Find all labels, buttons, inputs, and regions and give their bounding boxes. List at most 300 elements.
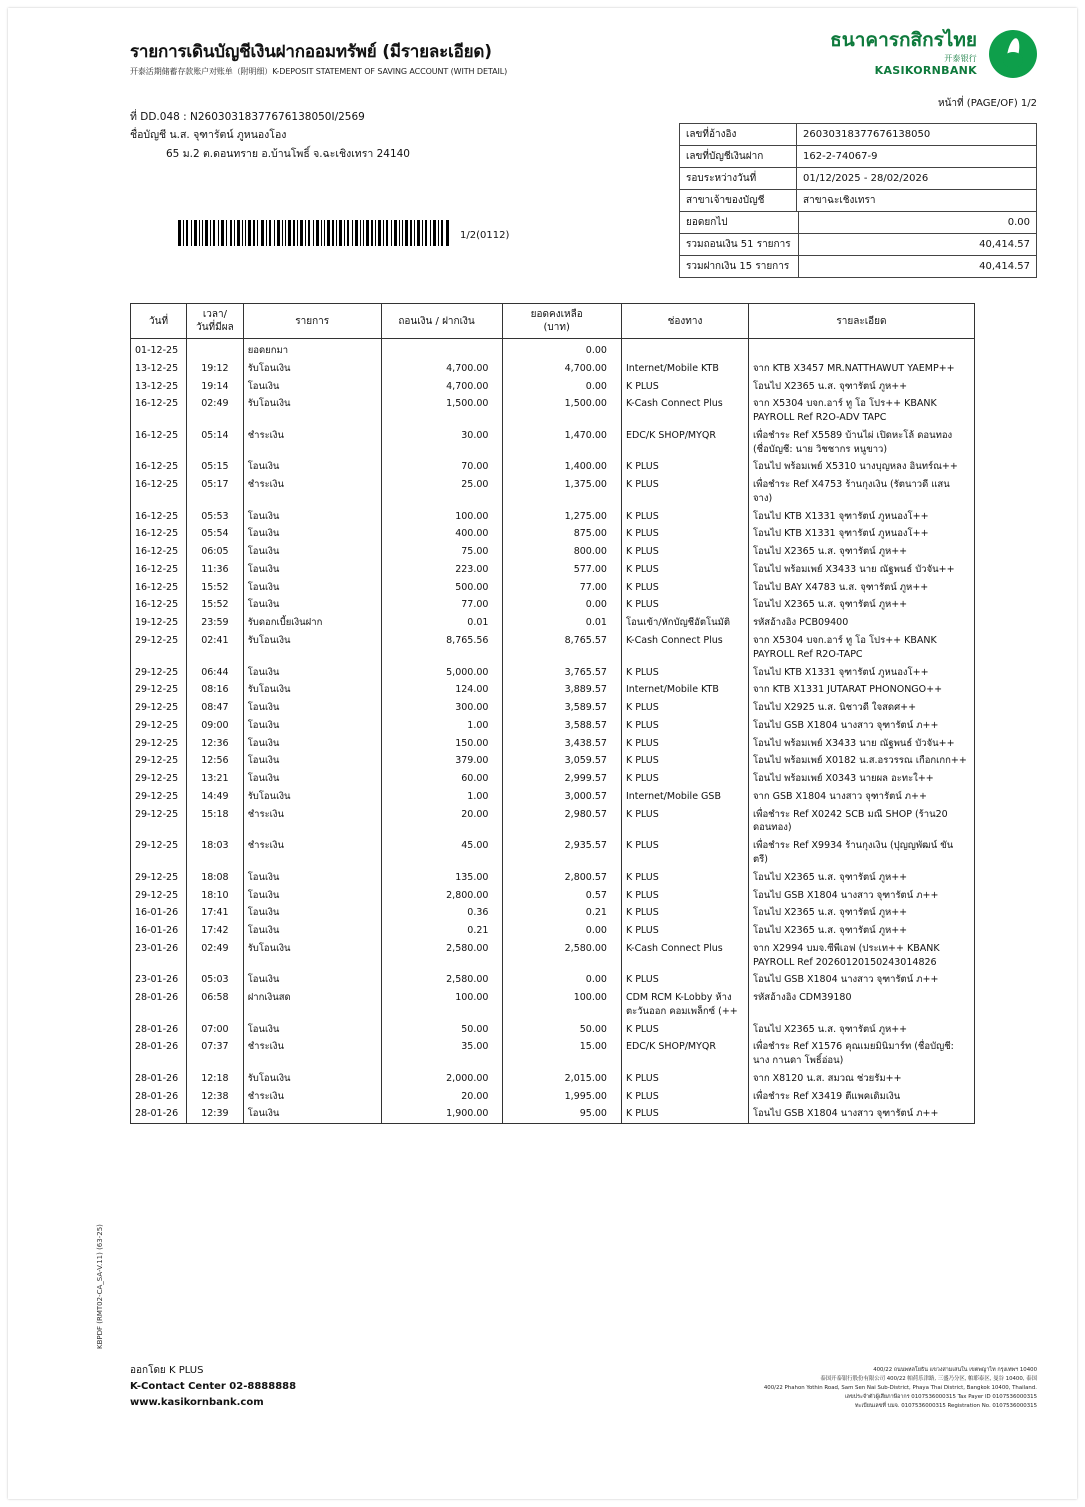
cell-balance: 3,889.57: [503, 681, 622, 699]
cell-amount: 0.21: [381, 922, 503, 940]
cell-date: 16-12-25: [131, 561, 187, 579]
cell-desc: โอนเงิน: [243, 561, 381, 579]
cell-balance: 3,000.57: [503, 788, 622, 806]
cell-date: 16-12-25: [131, 427, 187, 459]
cell-amount: 8,765.56: [381, 632, 503, 664]
cell-desc: รับโอนเงิน: [243, 395, 381, 427]
cell-desc: ยอดยกมา: [243, 339, 381, 360]
cell-desc: โอนเงิน: [243, 458, 381, 476]
cell-balance: 0.57: [503, 887, 622, 905]
cell-desc: โอนเงิน: [243, 752, 381, 770]
cell-time: 15:52: [187, 579, 244, 597]
cell-desc: โอนเงิน: [243, 378, 381, 396]
table-row: [131, 1021, 975, 1039]
cell-detail: โอนไป พร้อมเพย์ X0343 นายผล อะทะใ++: [748, 770, 974, 788]
cell-balance: 0.00: [503, 378, 622, 396]
cell-amount: 25.00: [381, 476, 503, 508]
cell-channel: K PLUS: [621, 1021, 748, 1039]
cell-amount: 0.36: [381, 904, 503, 922]
cell-balance: 0.00: [503, 971, 622, 989]
cell-time: 18:08: [187, 869, 244, 887]
cell-amount: 150.00: [381, 735, 503, 753]
table-row: [131, 837, 975, 869]
cell-desc: โอนเงิน: [243, 699, 381, 717]
table-row: [131, 458, 975, 476]
cell-time: 08:47: [187, 699, 244, 717]
cell-amount: 100.00: [381, 508, 503, 526]
cell-time: 08:16: [187, 681, 244, 699]
cell-amount: 379.00: [381, 752, 503, 770]
cell-date: 29-12-25: [131, 887, 187, 905]
cell-desc: โอนเงิน: [243, 904, 381, 922]
cell-channel: Internet/Mobile GSB: [621, 788, 748, 806]
cell-balance: 577.00: [503, 561, 622, 579]
cell-detail: จาก X8120 น.ส. สมวณ ช่วยรัม++: [748, 1070, 974, 1088]
info-row: [680, 124, 1037, 146]
cell-balance: 2,015.00: [503, 1070, 622, 1088]
cell-time: 07:00: [187, 1021, 244, 1039]
cell-desc: โอนเงิน: [243, 579, 381, 597]
cell-channel: K PLUS: [621, 922, 748, 940]
cell-balance: 2,935.57: [503, 837, 622, 869]
cell-balance: 1,470.00: [503, 427, 622, 459]
table-row: [131, 806, 975, 838]
cell-date: 28-01-26: [131, 1070, 187, 1088]
cell-time: 11:36: [187, 561, 244, 579]
cell-channel: K PLUS: [621, 543, 748, 561]
account-name: ชื่อบัญชี น.ส. จุฑารัตน์ ภูหนองโอง: [130, 129, 287, 142]
cell-detail: โอนไป พร้อมเพย์ X3433 นาย ณัฐพนธ์ บัวจัน++: [748, 735, 974, 753]
cell-detail: จาก X5304 บจก.อาร์ ทู โอ โปร++ KBANK PAYROLL Ref R2O-ADV TAPC: [748, 395, 974, 427]
cell-time: 13:21: [187, 770, 244, 788]
col-time: [187, 304, 244, 339]
table-row: [131, 971, 975, 989]
cell-desc: โอนเงิน: [243, 1021, 381, 1039]
cell-channel: K PLUS: [621, 525, 748, 543]
cell-date: 29-12-25: [131, 869, 187, 887]
cell-amount: 4,700.00: [381, 378, 503, 396]
cell-detail: โอนไป GSB X1804 นางสาว จุฑารัตน์ ภ++: [748, 971, 974, 989]
cell-time: 15:52: [187, 596, 244, 614]
cell-detail: จาก KTB X1331 JUTARAT PHONONGO++: [748, 681, 974, 699]
cell-detail: โอนไป X2365 น.ส. จุฑารัตน์ ภูห++: [748, 904, 974, 922]
table-row: [131, 664, 975, 682]
page-indicator: หน้าที่ (PAGE/OF) 1/2: [937, 98, 1037, 109]
cell-channel: K PLUS: [621, 752, 748, 770]
website-link[interactable]: www.kasikornbank.com: [130, 1397, 264, 1408]
cell-balance: 3,438.57: [503, 735, 622, 753]
cell-detail: เพื่อชำระ Ref X9934 ร้านกุงเงิน (ปุญญพัฒน์ ขัน ตรี): [748, 837, 974, 869]
cell-balance: 4,700.00: [503, 360, 622, 378]
info-value: 26030318377676138050: [797, 124, 1037, 146]
col-amount: ถอนเงิน / ฝากเงิน: [381, 304, 503, 339]
cell-channel: K PLUS: [621, 869, 748, 887]
cell-channel: K PLUS: [621, 904, 748, 922]
cell-date: 23-01-26: [131, 971, 187, 989]
cell-detail: โอนไป X2365 น.ส. จุฑารัตน์ ภูห++: [748, 1021, 974, 1039]
summary-label: ยอดยกไป: [680, 212, 799, 234]
cell-date: 29-12-25: [131, 735, 187, 753]
legal-address-th: 400/22 ถนนพหลโยธิน แขวงสามเสนใน เขตพญาไท กรุงเทพฯ 10400: [873, 1367, 1037, 1374]
cell-date: 28-01-26: [131, 989, 187, 1021]
cell-amount: 124.00: [381, 681, 503, 699]
cell-date: 29-12-25: [131, 788, 187, 806]
legal-address-en: 400/22 Phahon Yothin Road, Sam Sen Nai Sub-District, Phaya Thai District, Bangkok 10400, Thailand.: [763, 1385, 1037, 1392]
cell-date: 16-12-25: [131, 579, 187, 597]
cell-channel: K PLUS: [621, 770, 748, 788]
info-value: 01/12/2025 - 28/02/2026: [797, 168, 1037, 190]
info-label: เลขที่อ้างอิง: [680, 124, 797, 146]
cell-time: 19:12: [187, 360, 244, 378]
table-row: [131, 543, 975, 561]
form-code: KBPDF (RMT02-CA_SA-V.11) (63-25): [96, 1224, 104, 1349]
cell-desc: โอนเงิน: [243, 922, 381, 940]
cell-desc: ชำระเงิน: [243, 837, 381, 869]
cell-detail: โอนไป GSB X1804 นางสาว จุฑารัตน์ ภ++: [748, 717, 974, 735]
cell-balance: 3,765.57: [503, 664, 622, 682]
cell-time: 12:39: [187, 1105, 244, 1123]
cell-time: 05:14: [187, 427, 244, 459]
cell-channel: โอนเข้า/หักบัญชีอัตโนมัติ: [621, 614, 748, 632]
col-detail: รายละเอียด: [748, 304, 974, 339]
footer-legal: [747, 1366, 1037, 1411]
cell-date: 28-01-26: [131, 1038, 187, 1070]
cell-amount: 223.00: [381, 561, 503, 579]
cell-date: 23-01-26: [131, 940, 187, 972]
cell-channel: K PLUS: [621, 596, 748, 614]
cell-detail: จาก X5304 บจก.อาร์ ทู โอ โปร++ KBANK PAYROLL Ref R2O-TAPC: [748, 632, 974, 664]
cell-time: 06:44: [187, 664, 244, 682]
info-row: [680, 190, 1037, 212]
cell-balance: 77.00: [503, 579, 622, 597]
bank-name-cn: 开泰银行: [944, 53, 977, 63]
cell-balance: 2,980.57: [503, 806, 622, 838]
cell-time: 02:49: [187, 395, 244, 427]
cell-detail: โอนไป GSB X1804 นางสาว จุฑารัตน์ ภ++: [748, 887, 974, 905]
cell-desc: รับโอนเงิน: [243, 788, 381, 806]
account-info-table: [679, 123, 1037, 278]
cell-balance: 3,059.57: [503, 752, 622, 770]
cell-date: 16-12-25: [131, 395, 187, 427]
cell-balance: 95.00: [503, 1105, 622, 1123]
cell-date: 13-12-25: [131, 360, 187, 378]
cell-detail: โอนไป X2365 น.ส. จุฑารัตน์ ภูห++: [748, 543, 974, 561]
summary-value: 40,414.57: [799, 234, 1037, 256]
cell-time: 02:41: [187, 632, 244, 664]
cell-desc: รับโอนเงิน: [243, 360, 381, 378]
cell-desc: โอนเงิน: [243, 735, 381, 753]
cell-amount: 1,900.00: [381, 1105, 503, 1123]
table-row: [131, 1070, 975, 1088]
table-row: [131, 339, 975, 360]
summary-row: [680, 256, 1037, 278]
cell-detail: เพื่อชำระ Ref X4753 ร้านกุงเงิน (รัตนาวดี แสน จาง): [748, 476, 974, 508]
cell-amount: 20.00: [381, 1088, 503, 1106]
cell-channel: K PLUS: [621, 971, 748, 989]
table-row: [131, 427, 975, 459]
table-row: [131, 989, 975, 1021]
col-balance: [503, 304, 622, 339]
cell-amount: 2,000.00: [381, 1070, 503, 1088]
cell-desc: โอนเงิน: [243, 887, 381, 905]
cell-balance: 0.21: [503, 904, 622, 922]
cell-desc: ชำระเงิน: [243, 1088, 381, 1106]
cell-detail: โอนไป X2365 น.ส. จุฑารัตน์ ภูห++: [748, 922, 974, 940]
cell-date: 29-12-25: [131, 717, 187, 735]
cell-desc: โอนเงิน: [243, 869, 381, 887]
cell-balance: 800.00: [503, 543, 622, 561]
cell-date: 16-12-25: [131, 458, 187, 476]
contact-center: K-Contact Center 02-8888888: [130, 1381, 297, 1392]
cell-balance: 2,999.57: [503, 770, 622, 788]
cell-amount: 60.00: [381, 770, 503, 788]
cell-channel: K PLUS: [621, 664, 748, 682]
cell-time: 06:58: [187, 989, 244, 1021]
page-subtitle: 开泰活期储蓄存款账户对账单（附明细）K-DEPOSIT STATEMENT OF SAVING ACCOUNT (WITH DETAIL): [130, 67, 508, 76]
table-row: [131, 717, 975, 735]
issued-by: ออกโดย K PLUS: [130, 1365, 204, 1376]
cell-amount: 300.00: [381, 699, 503, 717]
kbank-logo-icon: [989, 30, 1037, 78]
cell-date: 29-12-25: [131, 632, 187, 664]
cell-channel: K PLUS: [621, 378, 748, 396]
cell-balance: 0.00: [503, 596, 622, 614]
cell-balance: 2,800.57: [503, 869, 622, 887]
cell-amount: 5,000.00: [381, 664, 503, 682]
cell-balance: 15.00: [503, 1038, 622, 1070]
cell-channel: K PLUS: [621, 1105, 748, 1123]
cell-detail: เพื่อชำระ Ref X0242 SCB มณี SHOP (ร้าน20 ดอนทอง): [748, 806, 974, 838]
cell-channel: K-Cash Connect Plus: [621, 940, 748, 972]
col-description: รายการ: [243, 304, 381, 339]
cell-detail: โอนไป พร้อมเพย์ X0182 น.ส.อรวรรณ เกือกเกก++: [748, 752, 974, 770]
cell-detail: รหัสอ้างอิง CDM39180: [748, 989, 974, 1021]
table-row: [131, 904, 975, 922]
cell-time: 05:17: [187, 476, 244, 508]
summary-label: รวมถอนเงิน 51 รายการ: [680, 234, 799, 256]
cell-desc: โอนเงิน: [243, 971, 381, 989]
transaction-table: [130, 303, 975, 1124]
cell-balance: 0.00: [503, 922, 622, 940]
table-row: [131, 681, 975, 699]
cell-desc: โอนเงิน: [243, 525, 381, 543]
cell-time: 19:14: [187, 378, 244, 396]
col-channel: ช่องทาง: [621, 304, 748, 339]
cell-date: 16-12-25: [131, 525, 187, 543]
cell-amount: 2,800.00: [381, 887, 503, 905]
cell-date: 16-12-25: [131, 508, 187, 526]
table-row: [131, 614, 975, 632]
cell-desc: รับโอนเงิน: [243, 940, 381, 972]
cell-time: 07:37: [187, 1038, 244, 1070]
cell-amount: 1,500.00: [381, 395, 503, 427]
table-row: [131, 752, 975, 770]
table-row: [131, 1038, 975, 1070]
cell-time: 05:53: [187, 508, 244, 526]
table-row: [131, 378, 975, 396]
cell-detail: เพื่อชำระ Ref X5589 บ้านไผ่ เปิดหะโล้ ดอนทอง (ชื่อบัญชี: นาย วิชชากร หนูขาว): [748, 427, 974, 459]
summary-row: [680, 212, 1037, 234]
table-row: [131, 476, 975, 508]
footer-contact: [130, 1363, 296, 1411]
cell-channel: K PLUS: [621, 579, 748, 597]
cell-channel: K PLUS: [621, 508, 748, 526]
cell-amount: 45.00: [381, 837, 503, 869]
table-row: [131, 596, 975, 614]
info-label: รอบระหว่างวันที่: [680, 168, 797, 190]
cell-detail: โอนไป GSB X1804 นางสาว จุฑารัตน์ ภ++: [748, 1105, 974, 1123]
cell-desc: รับดอกเบี้ยเงินฝาก: [243, 614, 381, 632]
statement-sheet: [8, 8, 1077, 1499]
cell-detail: โอนไป X2365 น.ส. จุฑารัตน์ ภูห++: [748, 378, 974, 396]
cell-desc: รับโอนเงิน: [243, 632, 381, 664]
cell-detail: เพื่อชำระ Ref X1576 คุณเมยมินิมาร์ท (ชื่อบัญชี: นาง กานดา โพธิ์อ่อน): [748, 1038, 974, 1070]
cell-amount: 2,580.00: [381, 971, 503, 989]
cell-channel: K PLUS: [621, 735, 748, 753]
cell-date: 29-12-25: [131, 699, 187, 717]
cell-channel: Internet/Mobile KTB: [621, 360, 748, 378]
cell-desc: รับโอนเงิน: [243, 681, 381, 699]
cell-amount: 0.01: [381, 614, 503, 632]
cell-balance: 100.00: [503, 989, 622, 1021]
document-number: ที่ DD.048 : N26030318377676138050I/2569: [130, 111, 365, 123]
legal-address-cn: 泰国开泰银行股份有限公司 400/22 帕荷乐津路, 三盛乃分区, 帕耶泰区, 曼谷 10400, 泰国: [820, 1376, 1037, 1383]
cell-channel: EDC/K SHOP/MYQR: [621, 427, 748, 459]
cell-desc: โอนเงิน: [243, 717, 381, 735]
cell-detail: โอนไป KTB X1331 จุฑารัตน์ ภูหนองโ++: [748, 525, 974, 543]
table-row: [131, 1088, 975, 1106]
summary-value: 40,414.57: [799, 256, 1037, 278]
cell-balance: 8,765.57: [503, 632, 622, 664]
cell-desc: โอนเงิน: [243, 543, 381, 561]
cell-balance: 1,995.00: [503, 1088, 622, 1106]
cell-time: 05:03: [187, 971, 244, 989]
col-time-line2: วันที่มีผล: [196, 322, 234, 333]
cell-time: 17:42: [187, 922, 244, 940]
info-label: เลขที่บัญชีเงินฝาก: [680, 146, 797, 168]
cell-date: 16-12-25: [131, 543, 187, 561]
col-balance-line2: (บาท): [543, 322, 570, 333]
cell-detail: เพื่อชำระ Ref X3419 ตีแพคเดิมเงิน: [748, 1088, 974, 1106]
info-value: สาขาฉะเชิงเทรา: [797, 190, 1037, 212]
cell-amount: [381, 339, 503, 360]
table-row: [131, 360, 975, 378]
cell-channel: CDM RCM K-Lobby ห้าง ตะวันออก คอมเพล็กซ์ (++: [621, 989, 748, 1021]
table-row: [131, 770, 975, 788]
col-balance-line1: ยอดคงเหลือ: [530, 309, 583, 320]
cell-detail: จาก X2994 บมจ.ซีพีเอฟ (ประเท++ KBANK PAYROLL Ref 20260120150243014826: [748, 940, 974, 972]
cell-date: 29-12-25: [131, 752, 187, 770]
cell-desc: ฝากเงินสด: [243, 989, 381, 1021]
cell-detail: โอนไป พร้อมเพย์ X3433 นาย ณัฐพนธ์ บัวจัน++: [748, 561, 974, 579]
cell-date: 28-01-26: [131, 1105, 187, 1123]
cell-channel: K PLUS: [621, 1088, 748, 1106]
cell-date: 16-01-26: [131, 922, 187, 940]
cell-time: 12:36: [187, 735, 244, 753]
cell-channel: K PLUS: [621, 1070, 748, 1088]
cell-date: 29-12-25: [131, 770, 187, 788]
cell-date: 19-12-25: [131, 614, 187, 632]
cell-date: 01-12-25: [131, 339, 187, 360]
cell-detail: จาก GSB X1804 นางสาว จุฑารัตน์ ภ++: [748, 788, 974, 806]
table-row: [131, 869, 975, 887]
bank-wordmark: [830, 30, 977, 77]
cell-time: 12:56: [187, 752, 244, 770]
cell-date: 28-01-26: [131, 1021, 187, 1039]
table-row: [131, 632, 975, 664]
cell-amount: 77.00: [381, 596, 503, 614]
cell-amount: 20.00: [381, 806, 503, 838]
cell-date: 16-01-26: [131, 904, 187, 922]
cell-date: 13-12-25: [131, 378, 187, 396]
cell-balance: 1,400.00: [503, 458, 622, 476]
cell-date: 29-12-25: [131, 806, 187, 838]
cell-amount: 400.00: [381, 525, 503, 543]
table-row: [131, 1105, 975, 1123]
cell-desc: โอนเงิน: [243, 664, 381, 682]
cell-balance: 2,580.00: [503, 940, 622, 972]
cell-amount: 1.00: [381, 788, 503, 806]
cell-channel: [621, 339, 748, 360]
cell-amount: 500.00: [381, 579, 503, 597]
info-row: [680, 146, 1037, 168]
cell-balance: 0.01: [503, 614, 622, 632]
cell-time: 02:49: [187, 940, 244, 972]
table-row: [131, 508, 975, 526]
cell-time: 14:49: [187, 788, 244, 806]
cell-desc: ชำระเงิน: [243, 476, 381, 508]
table-row: [131, 579, 975, 597]
table-row: [131, 940, 975, 972]
barcode-image: [178, 220, 450, 246]
cell-desc: ชำระเงิน: [243, 806, 381, 838]
cell-detail: โอนไป BAY X4783 น.ส. จุฑารัตน์ ภูห++: [748, 579, 974, 597]
cell-desc: ชำระเงิน: [243, 427, 381, 459]
cell-amount: 30.00: [381, 427, 503, 459]
barcode-number: 1/2(0112): [460, 230, 510, 241]
cell-time: [187, 339, 244, 360]
cell-date: 29-12-25: [131, 681, 187, 699]
cell-amount: 75.00: [381, 543, 503, 561]
table-row: [131, 561, 975, 579]
summary-label: รวมฝากเงิน 15 รายการ: [680, 256, 799, 278]
cell-amount: 70.00: [381, 458, 503, 476]
cell-time: 12:18: [187, 1070, 244, 1088]
bank-name-th: ธนาคารกสิกรไทย: [830, 29, 977, 51]
cell-channel: K-Cash Connect Plus: [621, 395, 748, 427]
cell-channel: Internet/Mobile KTB: [621, 681, 748, 699]
cell-date: 16-12-25: [131, 596, 187, 614]
cell-time: 18:10: [187, 887, 244, 905]
cell-amount: 50.00: [381, 1021, 503, 1039]
table-row: [131, 395, 975, 427]
summary-row: [680, 234, 1037, 256]
cell-detail: โอนไป X2365 น.ส. จุฑารัตน์ ภูห++: [748, 596, 974, 614]
cell-channel: K PLUS: [621, 887, 748, 905]
cell-time: 05:54: [187, 525, 244, 543]
info-label: สาขาเจ้าของบัญชี: [680, 190, 797, 212]
cell-detail: โอนไป KTB X1331 จุฑารัตน์ ภูหนองโ++: [748, 664, 974, 682]
cell-channel: K PLUS: [621, 837, 748, 869]
cell-channel: K-Cash Connect Plus: [621, 632, 748, 664]
cell-channel: K PLUS: [621, 561, 748, 579]
col-time-line1: เวลา/: [202, 309, 227, 320]
cell-balance: 0.00: [503, 339, 622, 360]
cell-amount: 4,700.00: [381, 360, 503, 378]
cell-time: 18:03: [187, 837, 244, 869]
cell-channel: K PLUS: [621, 699, 748, 717]
table-header-row: [131, 304, 975, 339]
